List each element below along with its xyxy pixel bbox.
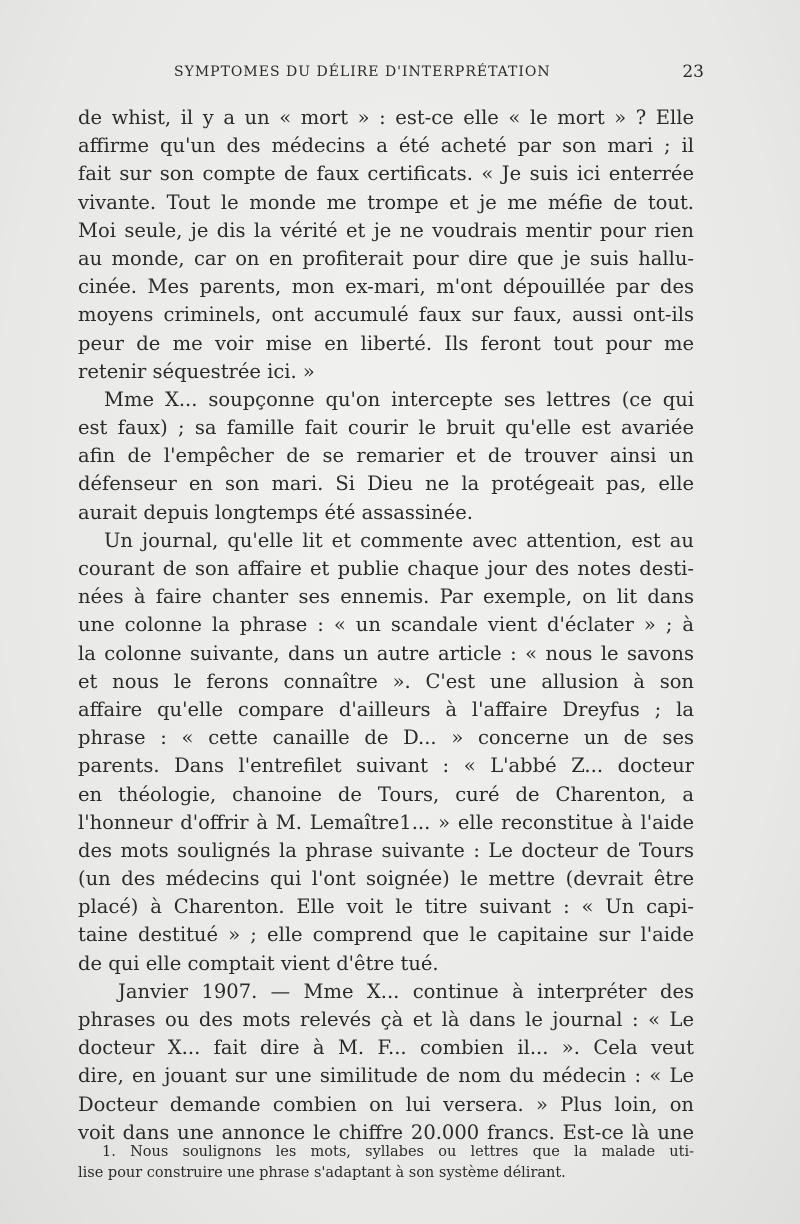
text-line: voit dans une annonce le chiffre 20.000 francs. Est-ce là une (78, 1120, 694, 1144)
text-line: en théologie, chanoine de Tours, curé de Charenton, a (78, 782, 694, 806)
text-line: retenir séquestrée ici. » (78, 359, 315, 383)
text-line: Docteur demande combien on lui versera. » Plus loin, on (78, 1092, 694, 1116)
page-number: 23 (682, 62, 704, 82)
text-line: Un journal, qu'elle lit et commente avec attention, est au (104, 528, 694, 552)
running-title: SYMPTOMES DU DÉLIRE D'INTERPRÉTATION (174, 64, 551, 80)
footnote (78, 1142, 694, 1184)
text-line: et nous le ferons connaître ». C'est une allusion à son (78, 669, 694, 693)
text-line: cinée. Mes parents, mon ex-mari, m'ont dépouillée par des (78, 275, 694, 299)
text-line: phrase : « cette canaille de D... » concerne un de ses (78, 726, 694, 750)
body-text (78, 104, 694, 1147)
text-line: aurait depuis longtemps été assassinée. (78, 500, 473, 524)
text-line: de qui elle comptait vient d'être tué. (78, 951, 439, 975)
text-line: peur de me voir mise en liberté. Ils feront tout pour me (78, 331, 694, 355)
running-header (174, 64, 704, 80)
text-line: Moi seule, je dis la vérité et je ne voudrais mentir pour rien (78, 218, 694, 242)
text-line: docteur X... fait dire à M. F... combien il... ». Cela veut (78, 1036, 694, 1060)
text-line: dire, en jouant sur une similitude de nom du médecin : « Le (78, 1064, 694, 1088)
text-line: est faux) ; sa famille fait courir le bruit qu'elle est avariée (78, 416, 694, 440)
text-line: l'honneur d'offrir à M. Lemaître1... » elle reconstitue à l'aide (78, 810, 694, 834)
text-line: affaire qu'elle compare d'ailleurs à l'affaire Dreyfus ; la (78, 697, 694, 721)
text-line: parents. Dans l'entrefilet suivant : « L'abbé Z... docteur (78, 754, 694, 778)
footnote-line: 1. Nous soulignons les mots, syllabes ou lettres que la malade uti- (102, 1144, 694, 1160)
text-line: de whist, il y a un « mort » : est-ce elle « le mort » ? Elle (78, 106, 694, 129)
text-line: taine destitué » ; elle comprend que le capitaine sur l'aide (78, 923, 694, 947)
text-line: placé) à Charenton. Elle voit le titre suivant : « Un capi- (78, 895, 694, 919)
footnote-line: lise pour construire une phrase s'adaptant à son système délirant. (78, 1165, 566, 1181)
text-line: vivante. Tout le monde me trompe et je me méfie de tout. (78, 190, 694, 214)
text-line: au monde, car on en profiterait pour dire que je suis hallu- (78, 246, 694, 270)
text-line: Mme X... soupçonne qu'on intercepte ses lettres (ce qui (104, 387, 694, 411)
text-line: défenseur en son mari. Si Dieu ne la protégeait pas, elle (78, 472, 694, 496)
text-line: nées à faire chanter ses ennemis. Par exemple, on lit dans (78, 585, 694, 609)
text-line: Janvier 1907. — Mme X... continue à interpréter des (118, 979, 694, 1003)
text-line: phrases ou des mots relevés çà et là dans le journal : « Le (78, 1008, 694, 1031)
text-line: fait sur son compte de faux certificats. « Je suis ici enterrée (78, 162, 694, 186)
text-line: des mots soulignés la phrase suivante : Le docteur de Tours (78, 838, 694, 862)
text-line: courant de son affaire et publie chaque jour des notes desti- (78, 557, 694, 580)
text-line: (un des médecins qui l'ont soignée) le mettre (devrait être (78, 867, 694, 891)
text-line: afin de l'empêcher de se remarier et de trouver ainsi un (78, 444, 694, 468)
text-line: la colonne suivante, dans un autre article : « nous le savons (78, 641, 694, 665)
text-line: une colonne la phrase : « un scandale vient d'éclater » ; à (78, 613, 694, 637)
text-line: moyens criminels, ont accumulé faux sur faux, aussi ont-ils (78, 303, 694, 327)
text-line: affirme qu'un des médecins a été acheté par son mari ; il (78, 134, 694, 158)
